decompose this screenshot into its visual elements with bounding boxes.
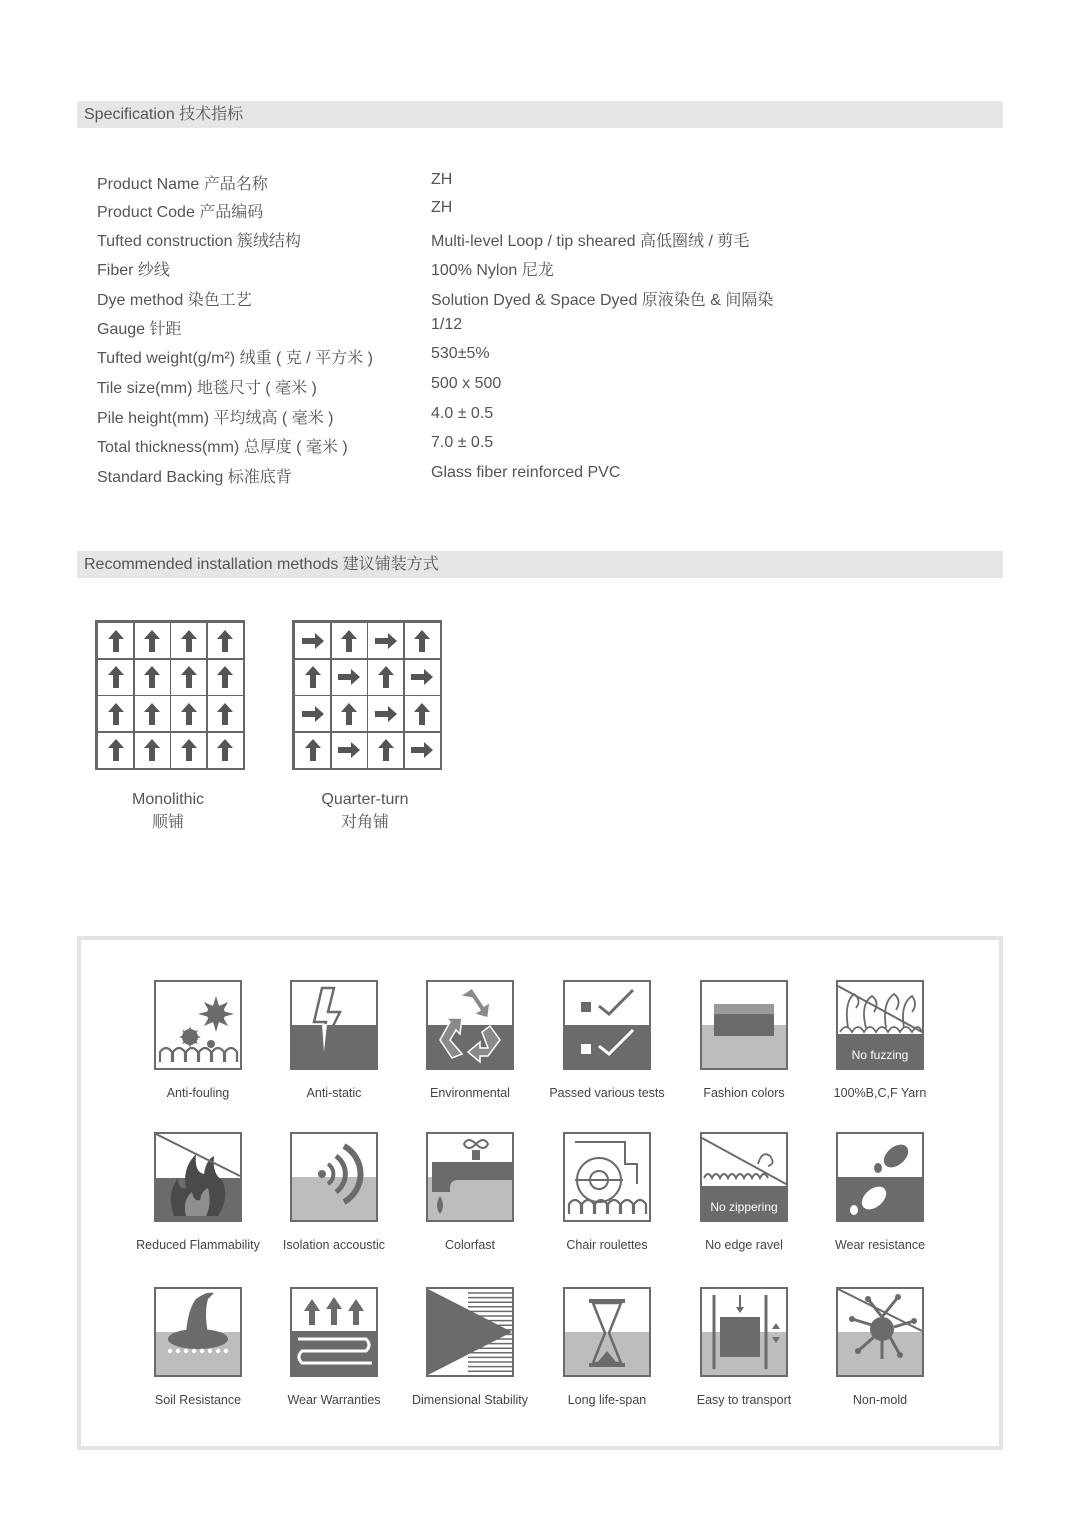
color-bars-icon [700,980,788,1070]
feature-item [810,980,950,1110]
feature-item [674,1132,814,1262]
feature-item [537,1132,677,1262]
feature-item [264,1132,404,1262]
feature-item [264,1287,404,1417]
feature-item [400,1287,540,1417]
feature-item [537,980,677,1110]
spec-value: Glass fiber reinforced PVC [431,464,621,481]
feature-item [128,980,268,1110]
spec-label: Fiber 纱线 [97,262,170,279]
feature-item [810,1287,950,1417]
spec-row [97,228,897,252]
arrow-up-icon [97,732,134,769]
feature-label: Wear resistance [834,1238,926,1252]
spec-row [97,316,897,340]
arrow-up-icon [207,659,244,696]
feature-label: Long life-span [567,1393,647,1407]
icon-overlay-text: No zippering [710,1200,778,1214]
spec-label: Dye method 染色工艺 [97,292,252,309]
arrow-right-icon [294,695,331,732]
feature-item [674,1287,814,1417]
arrow-right-icon [331,659,368,696]
arrow-up-icon [170,695,207,732]
spec-label: Product Name 产品名称 [97,176,268,193]
installation-name-en: Monolithic [131,791,205,808]
feature-label: Reduced Flammability [136,1238,260,1252]
icon-overlay-text: No fuzzing [851,1048,909,1062]
arrow-up-icon [367,659,404,696]
installation-header [77,551,1003,578]
feature-label: Wear Warranties [287,1393,381,1407]
spec-value: 500 x 500 [431,375,502,392]
quarter-turn-grid [292,620,442,770]
feature-item [128,1132,268,1262]
feature-label: Passed various tests [549,1086,665,1100]
fire-icon [154,1132,242,1222]
feature-label: Chair roulettes [566,1238,648,1252]
monolithic-grid [95,620,245,770]
spec-label: Pile height(mm) 平均绒高 ( 毫米 ) [97,410,334,427]
feature-label: No edge ravel [705,1238,783,1252]
arrows-layers-icon [290,1287,378,1377]
recycle-icon [426,980,514,1070]
arrow-up-icon [134,659,171,696]
arrow-up-icon [97,659,134,696]
feature-item [674,980,814,1110]
spec-label: Total thickness(mm) 总厚度 ( 毫米 ) [97,439,348,456]
spec-label: Gauge 针距 [97,321,182,338]
spec-row [97,287,897,311]
installation-name-cn: 对角铺 [340,814,389,831]
arrow-right-icon [404,659,441,696]
checkmarks-icon [563,980,651,1070]
installation-header-text: Recommended installation methods 建议铺装方式 [84,556,439,573]
spec-row [97,405,897,429]
arrow-up-icon [404,695,441,732]
feature-label: Anti-static [306,1086,362,1100]
arrow-up-icon [134,622,171,659]
installation-caption [93,788,243,834]
anti-static-icon [290,980,378,1070]
spec-value: ZH [431,199,453,216]
arrow-right-icon [404,732,441,769]
arrow-up-icon [367,732,404,769]
spec-label: Tufted construction 簇绒结构 [97,233,301,250]
arrow-up-icon [207,695,244,732]
feature-item [537,1287,677,1417]
arrow-up-icon [207,732,244,769]
no-zippering-icon [700,1132,788,1222]
installation-name-cn: 顺铺 [151,814,184,831]
feature-label: Anti-fouling [166,1086,230,1100]
arrow-right-icon [331,732,368,769]
hourglass-icon [563,1287,651,1377]
arrow-up-icon [134,695,171,732]
no-fuzzing-icon [836,980,924,1070]
arrow-right-icon [294,622,331,659]
arrow-up-icon [207,622,244,659]
arrow-up-icon [170,732,207,769]
spec-label: Product Code 产品编码 [97,204,264,221]
spec-value: Solution Dyed & Space Dyed 原液染色 & 间隔染 [431,292,774,309]
chair-wheel-icon [563,1132,651,1222]
spec-row [97,375,897,399]
feature-label: Dimensional Stability [411,1393,529,1407]
feature-label: 100%B,C,F Yarn [833,1086,927,1100]
feature-label: Colorfast [444,1238,496,1252]
faucet-icon [426,1132,514,1222]
spec-row [97,434,897,458]
feature-item [264,980,404,1110]
arrow-up-icon [97,622,134,659]
hat-icon [154,1287,242,1377]
feature-item [400,980,540,1110]
spec-label: Tile size(mm) 地毯尺寸 ( 毫米 ) [97,380,317,397]
arrow-up-icon [331,622,368,659]
installation-caption [290,788,440,834]
spec-row [97,199,897,223]
feature-label: Soil Resistance [154,1393,242,1407]
spec-label: Standard Backing 标准底背 [97,469,292,486]
feature-label: Environmental [430,1086,510,1100]
arrow-up-icon [134,732,171,769]
spec-value: 100% Nylon 尼龙 [431,262,554,279]
spec-value: Multi-level Loop / tip sheared 高低圈绒 / 剪毛 [431,233,750,250]
spec-row [97,464,897,488]
arrow-up-icon [170,659,207,696]
arrow-up-icon [294,659,331,696]
anti-fouling-icon [154,980,242,1070]
mold-icon [836,1287,924,1377]
elevator-icon [700,1287,788,1377]
sound-waves-icon [290,1132,378,1222]
specification-header [77,101,1003,128]
spec-value: ZH [431,171,453,188]
spec-value: 4.0 ± 0.5 [431,405,494,422]
arrow-up-icon [97,695,134,732]
triangle-lines-icon [426,1287,514,1377]
arrow-up-icon [170,622,207,659]
feature-label: Easy to transport [696,1393,792,1407]
feature-label: Fashion colors [703,1086,785,1100]
spec-value: 7.0 ± 0.5 [431,434,494,451]
feature-label: Isolation accoustic [282,1238,386,1252]
spec-row [97,257,897,281]
arrow-up-icon [331,695,368,732]
footprints-icon [836,1132,924,1222]
arrow-up-icon [294,732,331,769]
spec-label: Tufted weight(g/m²) 绒重 ( 克 / 平方米 ) [97,350,373,367]
arrow-right-icon [367,695,404,732]
feature-item [810,1132,950,1262]
spec-value: 1/12 [431,316,463,333]
arrow-up-icon [404,622,441,659]
spec-row [97,345,897,369]
feature-label: Non-mold [852,1393,908,1407]
feature-item [128,1287,268,1417]
installation-name-en: Quarter-turn [321,791,409,808]
arrow-right-icon [367,622,404,659]
feature-item [400,1132,540,1262]
specification-header-text: Specification 技术指标 [84,106,244,123]
spec-value: 530±5% [431,345,490,362]
spec-row [97,171,897,195]
